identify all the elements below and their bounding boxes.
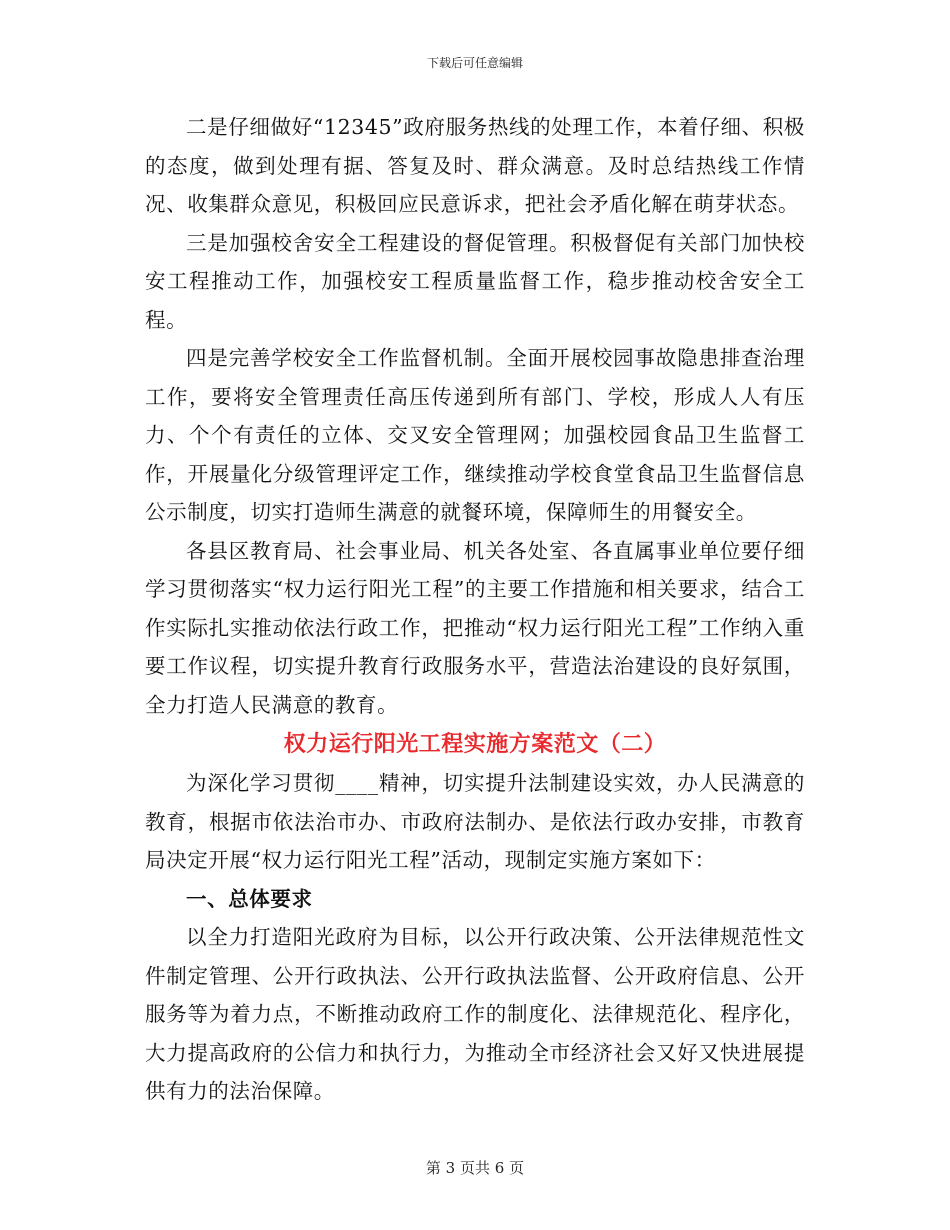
- paragraph-requirements: 各县区教育局、社会事业局、机关各处室、各直属事业单位要仔细学习贯彻落实“权力运行阳光工程”的主要工作措施和相关要求，结合工作实际扎实推动依法行政工作，把推动“权力运行阳光工程”工作纳入重要工作议程，切实提升教育行政服务水平，营造法治建设的良好氛围，全力打造人民满意的教育。: [145, 538, 805, 717]
- page-footer: 第 3 页共 6 页: [425, 1159, 525, 1177]
- subheading-general-requirements: 一、总体要求: [186, 886, 313, 911]
- paragraph-hotline: 二是仔细做好“12345”政府服务热线的处理工作，本着仔细、积极的态度，做到处理有据、答复及时、群众满意。及时总结热线工作情况、收集群众意见，积极回应民意诉求，把社会矛盾化解在萌芽状态。: [145, 115, 805, 216]
- paragraph-intro: 为深化学习贯彻____精神，切实提升法制建设实效，办人民满意的教育，根据市依法治市办、市政府法制办、是依法行政办安排，市教育局决定开展“权力运行阳光工程”活动，现制定实施方案如下：: [145, 771, 805, 872]
- document-body: [145, 108, 805, 1111]
- paragraph-safety-supervision: 四是完善学校安全工作监督机制。全面开展校园事故隐患排查治理工作，要将安全管理责任高压传递到所有部门、学校，形成人人有压力、个个有责任的立体、交叉安全管理网；加强校园食品卫生监督工作，开展量化分级管理评定工作，继续推动学校食堂食品卫生监督信息公示制度，切实打造师生满意的就餐环境，保障师生的用餐安全。: [145, 346, 805, 524]
- paragraph-goals: 以全力打造阳光政府为目标，以公开行政决策、公开法律规范性文件制定管理、公开行政执法、公开行政执法监督、公开政府信息、公开服务等为着力点，不断推动政府工作的制度化、法律规范化、程序化，大力提高政府的公信力和执行力，为推动全市经济社会又好又快进展提供有力的法治保障。: [145, 925, 805, 1103]
- page-header: 下载后可任意编辑: [426, 56, 523, 70]
- section-title: 权力运行阳光工程实施方案范文（二）: [283, 731, 667, 757]
- paragraph-school-safety-project: 三是加强校舍安全工程建设的督促管理。积极督促有关部门加快校安工程推动工作，加强校安工程质量监督工作，稳步推动校舍安全工程。: [145, 230, 805, 332]
